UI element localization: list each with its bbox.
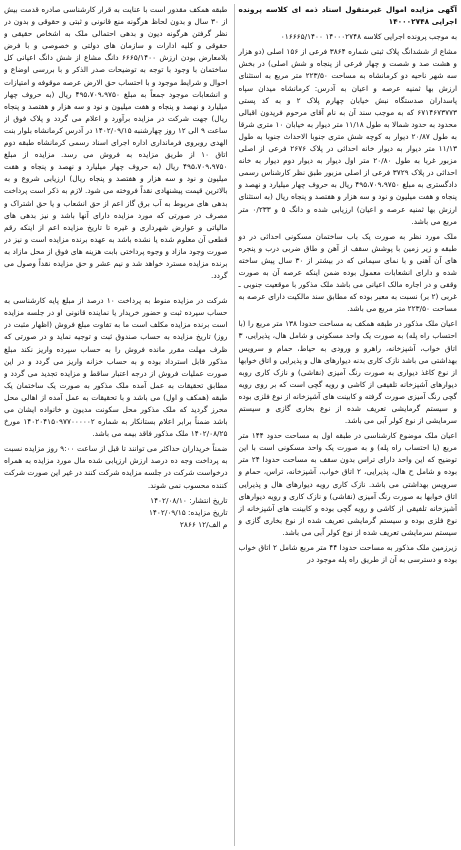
signature-block — [4, 495, 228, 531]
property-description: مشاع از ششدانگ پلاک ثبتی شماره ۳۸۶۴ فرعی از ۱۵۶ اصلی (دو هزار و هشت صد و شصت و چهار فرعی از پنجاه و شش اصلی) در بخش سه شهر ناحیه دو کرمانشاه به مساحت ۲۲۳/۵۰ متر مربع به استثنای ارزش بها ثمنیه عرصه و اعیان به آدرس: کرمانشاه میدان سپاه پاسداران صدستگاه نبش خیابان چهارم پلاک ۲ و به کد پستی ۶۷۱۴۶۷۳۷۷۳ که به موجب سند آن به نام آقای مرحوم فریدون اقبالی محدود به حدود شمالا به طول ۱۱/۱۸ متر دیوار به خیابان ۱۰ متری شرقا به طول ۲۰/۸۷ دیوار به کوچه شش متری جنوبا الاحداث جنوبا به طول ۱۱/۱۳ متر دیوار به دیوار خانه احداثی در پلاک ۲۶۷۶ فرعی از اصلی مزبور غربا به طول ۲۰/۸۰ متر اول دیوار به دیوار دوم دیوار به خانه احداثی در پلاک ۳۷۲۹ فرعی از اصلی مزبور طبق نظر کارشناس رسمی دادگستری به مبلغ ۴۹۵،۷۰۹،۹۷۵۰ ریال به حروف چهار میلیارد و نهصد و پنجاه و هفت میلیون و نود و سه هزار و هفتصد و پنجاه ریال (به استثنای ارزش بها ثمنیه عرصه و اعیان) ارزیابی شده و دانگ ۵ و ۰/۲۳۳ متر مربع می باشد. — [238, 47, 457, 226]
basement-description: زیرزمین ملک مذکور به مساحت حدودا ۴۴ متر مربع شامل ۲ اتاق خواب بوده و دسترسی به آن از طریق راه پله موجود در — [238, 543, 457, 565]
auction-terms: طبقه همکف مقدور است با عنایت به قرار کارشناسی صادره قدمت بیش از ۳۰ سال و بدون لحاظ هرگونه منع قانونی و ثبتی و حقوقی و بدون در نظر گرفتن هرگونه دیون و بدهی احتمالی ملک به اشخاص حقیقی و حقوقی و کلیه ادارات و سازمان های دولتی و خصوصی و با فرض بلامعارض بودن ارزش ۶۶۶۵/۱۴۰۰ دانگ مشاع از شش دانگ اعیانی کل ساختمان با وجود با توجه به توضیحات صدر الذکر و با بررسی اوضاع و احوال و شرایط موجود و با احتساب حق الارض عرصه موقوفه و امتیازات و انشعابات موجود جمعاً به مبلغ ۴۹۵،۷۰۹،۹۷۵۰ ریال (به حروف چهار میلیارد و نهصد و پنجاه و هفت میلیون و نود و سه هزار و هفتصد و پنجاه ریال) جهت شرکت در مزایده برآورد و اعلام می گردد و پلاک فوق از ساعت ۹ الی ۱۲ روز چهارشنبه ۱۴۰۲/۰۹/۱۵ در آدرس کرمانشاه بلوار بنت الهدی روبروی فرمانداری اداره اجرای اسناد رسمی کرمانشاه طبقه دوم اتاق ۱۰ از طریق مزایده به فروش می رسد. مزایده از مبلغ ۴۹۵،۷۰۹،۹۷۵۰ ریال (به حروف چهار میلیارد و نهصد و پنجاه و هفت میلیون و نود و سه هزار و هفتصد و پنجاه ریال) ارزیابی شروع و به بالاترین قیمت پیشنهادی نقداً فروخته می شود. لازم به ذکر است پرداخت بدهی های مربوط به آب برق گاز اعم از حق انشعاب و یا حق اشتراک و مصرف در صورتی که مورد مزایده دارای آنها باشد و نیز بدهی های مالیاتی و عوارض شهرداری و غیره تا تاریخ مزایده اعم از اینکه رقم قطعی آن معلوم شده یا نشده باشد به عهده برنده مزایده است و نیز در صورت وجود مازاد و وجوه پرداختی بابت هزینه های فوق از محل مازاد به برنده مزایده مسترد خواهد شد و نیم عشر و حق مزایده نقداً وصول می گردد. — [4, 5, 228, 281]
reference-number: م الف/۱۲ ۲۸۶۶ — [179, 519, 228, 529]
left-column — [4, 4, 228, 846]
ground-floor-description: اعیان ملک مذکور در طبقه همکف به مساحت حدودا ۱۳۸ متر مربع را (با احتساب راه پله) به صورت یک واحد مسکونی و شامل هال، پذیرایی، ۳ اتاق خواب، آشپزخانه، راهرو و ورودی به حیاط، حمام و سرویس بهداشتی می باشد نازک کاری بدنه دیوارهای هال و پذیرایی و اتاق خوابها از نوع کاغذ دیواری به صورت رنگ آمیزی (نقاشی) و نازک کاری روبه دیوارهای آشپزخانه تلفیقی از کاشی و رویه گچی است که بر روی رویه گچی رنگ آمیزی صورت گرفته و کابینت های آشپزخانه از نوع فلزی بوده و سیستم گرمایشی تعریف شده از نوع بخاری گازی و سیستم سرمایشی از نوع کولر آبی می باشد. — [238, 319, 457, 426]
deposit-note: ضمناً خریداران حداکثر می توانند تا قبل از ساعت ۹:۰۰ روز مزایده نسبت به پرداخت وجه ده درصد ارزش ارزیابی شده مال مورد مزایده به همراه درخواست شرکت در جلسه مزایده شرکت کنند در غیر این صورت شرکت کننده محسوب نمی شوند. — [4, 444, 228, 490]
spacer — [4, 285, 228, 295]
first-floor-description: اعیان ملک موضوع کارشناسی در طبقه اول به مساحت حدود ۱۴۴ متر مربع (با احتساب راه پله) و به صورت یک واحد مسکونی است با این توضیح که این واحد دارای تراس بدون سقف به مساحت حدودا ۲۴ متر بوده و شامل ح هال، پذیرایی، ۲ اتاق خواب، آشپزخانه، تراس، حمام و سرویس بهداشتی می باشد. نازک کاری رویه دیوارهای هال و پذیرایی اتاق خوابها به صورت رنگ آمیزی (نقاشی) و نازک کاری و رویه دیوارهای آشپزخانه تلفیقی از کاشی و رویه گچی بوده و کابینت های آشپزخانه از نوع فلزی بوده و سیستم گرمایشی تعریف شده از نوع بخاری گازی و سیستم سرمایشی تعریف شده از نوع کولر آبی می باشد. — [238, 431, 457, 537]
notice-heading: آگهی مزایده اموال غیرمنقول اسناد ذمه ای کلاسه پرونده اجرایی ۱۴۰۰۰۲۷۴۸ — [238, 5, 457, 27]
file-number-line: به موجب پرونده اجرایی کلاسه ۱۴۰۰۰۲۷۴۸ ۰۱۶۶۶۵/۱۴۰۰ — [280, 32, 457, 42]
participation-conditions: شرکت در مزایده منوط به پرداخت ۱۰ درصد از مبلغ پایه کارشناسی به حساب سپرده ثبت و حضور خریدار یا نماینده قانونی او در جلسه مزایده است برنده مزایده مکلف است ما به تفاوت مبلغ فروش (اظهار مثبت در روز) تاریخ مزایده به حساب صندوق ثبت و توجیه نماید و در صورتی که ظرف مهلت مقرر مانده فروش را به حساب سپرده واریز نکند مبلغ مذکور قابل استرداد بوده و به حساب خزانه واریز می گردد و در این صورت عملیات فروش از درجه اعتبار ساقط و مزایده تجدید می گردد و مطابق تحقیقات به عمل آمده ملک مذکور به صورت یک ساختمان یک طبقه (همکف و اول) می باشد و با تحقیقات به عمل آمده از اهالی محل محرز گردید که ملک مذکور محل سکونت مدیون و خانواده ایشان می باشد ضمناً برابر اعلام بستانکار به شماره ۱۴۰۲۰۴۱۵۰۹۷۷۰۰۰۰۰۲ مورخ ۱۴۰۲/۰۸/۲۵ ملک مذکور فاقد بیمه می باشد. — [4, 296, 228, 439]
auction-date: تاریخ مزایده: ۱۴۰۲/۰۹/۱۵ — [148, 507, 228, 517]
building-description: ملک مورد نظر به صورت یک باب ساختمان مسکونی احداثی در دو طبقه و زیر زمین با پوشش سقف از آهن و طاق ضربی درب و پنجره های آن آهنی و با نمای سیمانی که در بیشتر از ۳۰ سال پیش ساخته شده و دارای انشعابات معمول بوده ضمن اینکه عرصه آن به صورت وقفی و در اجاره مالک اعیانی می باشد ملک مذکور با موقعیت جنوبی ـ غربی (۲ بر) نسبت به معبر بوده که مطابق سند مالکیت دارای عرصه به مساحت ۲۲۳/۵۰ متر مربع می باشد. — [238, 231, 457, 314]
publish-date: تاریخ انتشار: ۱۴۰۲/۰۸/۱۰ — [150, 495, 228, 505]
right-column — [234, 4, 458, 846]
